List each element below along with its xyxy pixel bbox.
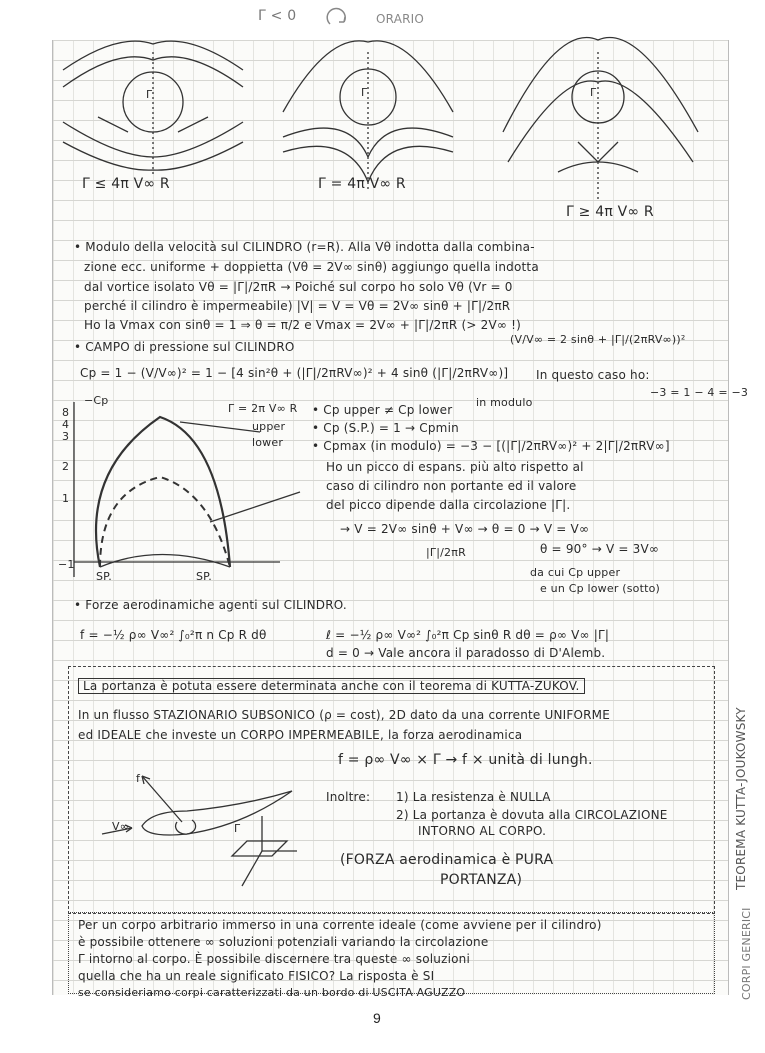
velocity-line-1: • Modulo della velocità sul CILINDRO (r=R). Alla Vθ indotta dalla combina- bbox=[74, 240, 535, 254]
footer-line-1: Per un corpo arbitrario immerso in una corrente ideale (come avviene per il cilindro) bbox=[78, 918, 602, 932]
gamma-eq-label: Γ = 2π V∞ R bbox=[228, 402, 298, 415]
page-number: 9 bbox=[373, 1010, 381, 1026]
pressure-formula: Cp = 1 − (V/V∞)² = 1 − [4 sin²θ + (|Γ|/2πRV∞)² + 4 sinθ (|Γ|/2πRV∞)] bbox=[80, 366, 509, 380]
side-note-2: e un Cp lower (sotto) bbox=[540, 582, 661, 595]
flow-line-2: θ = 90° → V = 3V∞ bbox=[540, 542, 660, 556]
kutta-formula: f = ρ∞ V∞ × Γ → f × unità di lungh. bbox=[338, 752, 593, 768]
tick-4: 4 bbox=[62, 418, 70, 431]
cp-bullet-2: • Cp (S.P.) = 1 → Cpmin bbox=[312, 421, 459, 435]
tick-1: 1 bbox=[62, 492, 70, 505]
sketch-gamma-label: Γ bbox=[234, 822, 241, 835]
explain-line-2: caso di cilindro non portante ed il valore bbox=[326, 479, 577, 493]
cylinder-label-3: Γ ≥ 4π V∞ R bbox=[566, 204, 654, 220]
footer-line-5: se consideriamo corpi caratterizzati da un bordo di USCITA AGUZZO bbox=[78, 986, 466, 999]
formula-d: d = 0 → Vale ancora il paradosso di D'Alemb. bbox=[326, 646, 606, 660]
explain-line-3: del picco dipende dalla circolazione |Γ|. bbox=[326, 498, 571, 512]
formula-f: f = −½ ρ∞ V∞² ∫₀²π n Cp R dθ bbox=[80, 628, 267, 642]
cp-bullet-1: • Cp upper ≠ Cp lower bbox=[312, 403, 453, 417]
side-text-kutta: TEOREMA KUTTA-JOUKOWSKY bbox=[734, 707, 748, 890]
pressure-side-calc: −3 = 1 − 4 = −3 bbox=[650, 386, 749, 399]
pressure-note: In questo caso ho: bbox=[536, 368, 650, 382]
cylinder-gamma-1: Γ bbox=[146, 88, 153, 101]
footer-line-2: è possibile ottenere ∞ soluzioni potenziali variando la circolazione bbox=[78, 935, 489, 949]
boxed-text-1: (FORZA aerodinamica è PURA bbox=[340, 852, 554, 868]
neg-cp-label: −Cp bbox=[84, 394, 109, 407]
lower-label: lower bbox=[252, 436, 284, 449]
kutta-item-2: 2) La portanza è dovuta alla CIRCOLAZIONE bbox=[396, 808, 668, 822]
velocity-line-5: Ho la Vmax con sinθ = 1 ⇒ θ = π/2 e Vmax = 2V∞ + |Γ|/2πR (> 2V∞ !) bbox=[84, 318, 521, 332]
forces-heading: • Forze aerodinamiche agenti sul CILINDRO. bbox=[74, 598, 347, 612]
gamma-note: |Γ|/2πR bbox=[426, 546, 466, 559]
cylinder-label-2: Γ = 4π V∞ R bbox=[318, 176, 406, 192]
sp-label-2: SP. bbox=[196, 570, 212, 583]
cp-bullet-3: • Cpmax (in modulo) = −3 − [(|Γ|/2πRV∞)² + 2|Γ|/2πRV∞] bbox=[312, 439, 670, 453]
side-text-corpi: CORPI GENERICI bbox=[740, 907, 753, 1000]
boxed-text-2: PORTANZA) bbox=[440, 872, 523, 888]
clockwise-arrow-icon bbox=[322, 6, 352, 30]
velocity-line-3: dal vortice isolato Vθ = |Γ|/2πR → Poiché sul corpo ho solo Vθ (Vr = 0 bbox=[84, 280, 513, 294]
kutta-line-1: In un flusso STAZIONARIO SUBSONICO (ρ = cost), 2D dato da una corrente UNIFORME bbox=[78, 708, 611, 722]
cylinder-gamma-3: Γ bbox=[590, 86, 597, 99]
tick-2: 2 bbox=[62, 460, 70, 473]
kutta-line-2: ed IDEALE che investe un CORPO IMPERMEABILE, la forza aerodinamica bbox=[78, 728, 523, 742]
tick-3: 3 bbox=[62, 430, 70, 443]
inoltre-label: Inoltre: bbox=[326, 790, 371, 804]
in-modulo-label: in modulo bbox=[476, 396, 533, 409]
flow-line-1: → V = 2V∞ sinθ + V∞ → θ = 0 → V = V∞ bbox=[340, 522, 590, 536]
orario-label: ORARIO bbox=[376, 12, 425, 26]
explain-line-1: Ho un picco di espans. più alto rispetto al bbox=[326, 460, 584, 474]
footer-line-4: quella che ha un reale significato FISICO? La risposta è SI bbox=[78, 969, 435, 983]
gamma-sign: Γ < 0 bbox=[258, 8, 297, 24]
pressure-heading: • CAMPO di pressione sul CILINDRO bbox=[74, 340, 295, 354]
sketch-f-label: f bbox=[136, 772, 141, 785]
velocity-aside: (V/V∞ = 2 sinθ + |Γ|/(2πRV∞))² bbox=[510, 333, 686, 346]
formula-l: ℓ = −½ ρ∞ V∞² ∫₀²π Cp sinθ R dθ = ρ∞ V∞ |Γ| bbox=[326, 628, 610, 642]
sketch-vinf-label: V∞ bbox=[112, 820, 130, 833]
side-note-1: da cui Cp upper bbox=[530, 566, 621, 579]
tick-8: 8 bbox=[62, 406, 70, 419]
velocity-line-2: zione ecc. uniforme + doppietta (Vθ = 2V∞ sinθ) aggiungo quella indotta bbox=[84, 260, 539, 274]
cylinder-label-1: Γ ≤ 4π V∞ R bbox=[82, 176, 170, 192]
kutta-item-3: INTORNO AL CORPO. bbox=[418, 824, 547, 838]
sp-label-1: SP. bbox=[96, 570, 112, 583]
kutta-item-1: 1) La resistenza è NULLA bbox=[396, 790, 551, 804]
velocity-line-4: perché il cilindro è impermeabile) |V| = V = Vθ = 2V∞ sinθ + |Γ|/2πR bbox=[84, 299, 511, 313]
kutta-box-line: La portanza è potuta essere determinata anche con il teorema di KUTTA-ZUKOV. bbox=[78, 678, 585, 694]
tick-neg1: −1 bbox=[58, 558, 75, 571]
upper-label: upper bbox=[252, 420, 286, 433]
footer-line-3: Γ intorno al corpo. È possibile discernere tra queste ∞ soluzioni bbox=[78, 952, 470, 966]
cylinder-gamma-2: Γ bbox=[361, 86, 368, 99]
